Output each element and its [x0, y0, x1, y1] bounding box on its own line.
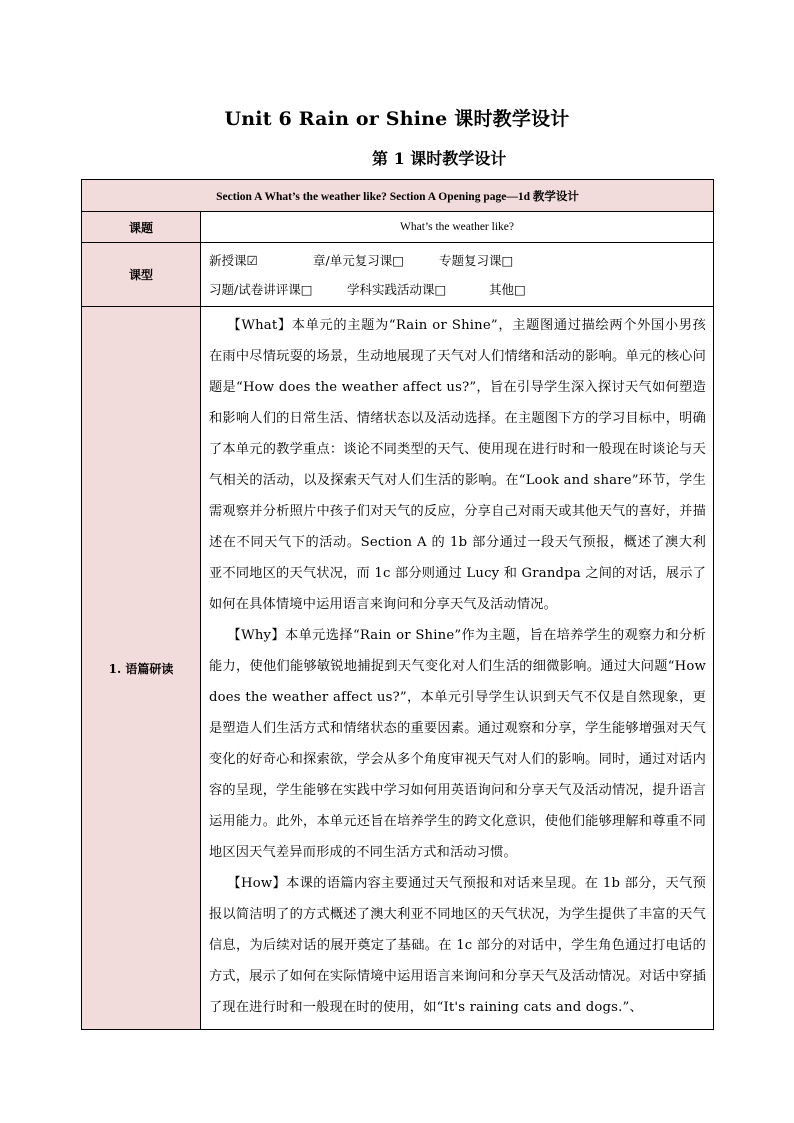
type-option-practice-activity: 学科实践活动课□ [347, 281, 447, 297]
type-options-line-2 [209, 275, 713, 304]
type-options-line-1 [209, 246, 713, 275]
analysis-content [201, 307, 714, 1030]
lesson-subtitle: 第 1 课时教学设计 [372, 149, 507, 168]
table-header-row [82, 180, 714, 212]
paragraph-text: 本单元选择“Rain or Shine”作为主题，旨在培养学生的观察力和分析能力，使他们能够敏锐地捕捉到天气变化对人们生活的细微影响。通过大问题“How does the weather affect us?”，本单元引导学生认识到天气不仅是自然现象，更是塑造人们生活方式和情绪状态的重要因素。通过观察和分享，学生能够增强对天气变化的好奇心和探索欲，学会从多个角度审视天气对人们的影响。同时，通过对话内容的呈现，学生能够在实践中学习如何用英语询问和分享天气及活动情况，提升语言运用能力。此外，本单元还旨在培养学生的跨文化意识，使他们能够理解和尊重不同地区因天气差异而形成的不同生活方式和活动习惯。 [209, 628, 707, 860]
type-option-other: 其他□ [489, 281, 526, 297]
topic-label: 课题 [82, 212, 201, 243]
type-option-new-lesson: 新授课☑ [209, 252, 258, 268]
analysis-row [82, 307, 714, 1030]
type-label: 课型 [82, 243, 201, 307]
type-row [82, 243, 714, 307]
table-header: Section A What’s the weather like? Section A Opening page—1d 教学设计 [82, 180, 714, 212]
paragraph-how [209, 868, 706, 1023]
paragraph-text: 本课的语篇内容主要通过天气预报和对话来呈现。在 1b 部分，天气预报以简洁明了的方式概述了澳大利亚不同地区的天气状况，为学生提供了丰富的天气信息，为后续对话的展开奠定了基础。在 1c 部分的对话中，学生角色通过打电话的方式，展示了如何在实际情境中运用语言来询问和分享天气及活动情况。对话中穿插了现在进行时和一般现在时的使用，如“It's raining cats and dogs.”、 [209, 876, 706, 1015]
topic-row [82, 212, 714, 243]
topic-value: What’s the weather like? [201, 212, 714, 243]
paragraph-tag: 【Why】 [227, 628, 285, 643]
type-option-topic-review: 专题复习课□ [439, 252, 514, 268]
analysis-label: 1. 语篇研读 [82, 307, 201, 1030]
lesson-plan-table [81, 179, 714, 1030]
paragraph-what [209, 310, 706, 620]
type-option-unit-review: 章/单元复习课□ [313, 252, 405, 268]
paragraph-tag: 【What】 [227, 318, 292, 333]
type-options [201, 243, 714, 307]
paragraph-tag: 【How】 [227, 876, 287, 891]
type-option-exercise-review: 习题/试卷讲评课□ [209, 281, 313, 297]
document-title: Unit 6 Rain or Shine 课时教学设计 [224, 108, 570, 130]
paragraph-text: 本单元的主题为“Rain or Shine”，主题图通过描绘两个外国小男孩在雨中尽情玩耍的场景，生动地展现了天气对人们情绪和活动的影响。单元的核心问题是“How does the weather affect us?”，旨在引导学生深入探讨天气如何塑造和影响人们的日常生活、情绪状态以及活动选择。在主题图下方的学习目标中，明确了本单元的教学重点：谈论不同类型的天气、使用现在进行时和一般现在时谈论与天气相关的活动，以及探索天气对人们生活的影响。在“Look and share”环节，学生需观察并分析照片中孩子们对天气的反应，分享自己对雨天或其他天气的喜好，并描述在不同天气下的活动。Section A 的 1b 部分通过一段天气预报，概述了澳大利亚不同地区的天气状况，而 1c 部分则通过 Lucy 和 Grandpa 之间的对话，展示了如何在具体情境中运用语言来询问和分享天气及活动情况。 [209, 318, 706, 612]
paragraph-why [209, 620, 706, 868]
